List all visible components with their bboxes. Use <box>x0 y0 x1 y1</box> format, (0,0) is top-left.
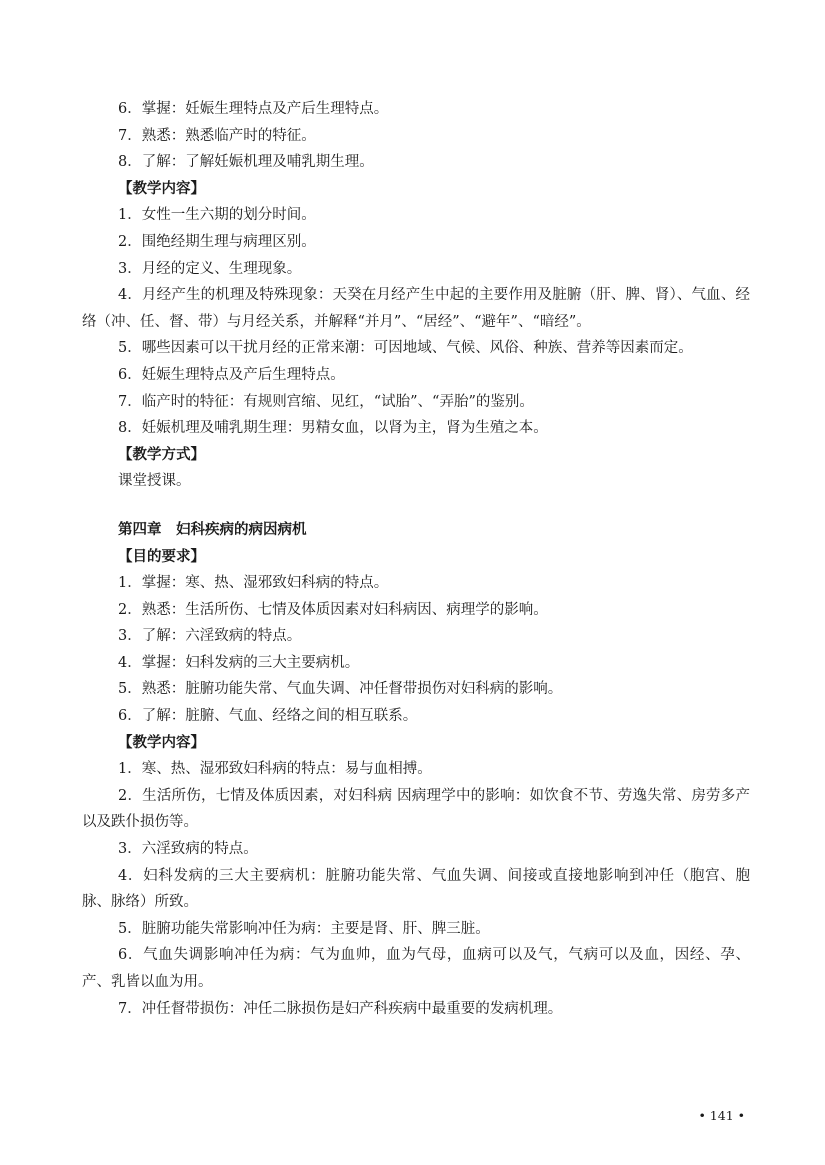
section-heading: 【目的要求】 <box>118 548 205 565</box>
paragraph: 6．气血失调影响冲任为病：气为血帅，血为气母，血病可以及气，气病可以及血，因经、孕、产、乳皆以血为用。 <box>82 947 750 990</box>
paragraph: 4．月经产生的机理及特殊现象：天癸在月经产生中起的主要作用及脏腑（肝、脾、肾）、气血、经络（冲、任、督、带）与月经关系，并解释“并月”、“居经”、“避年”、“暗经”。 <box>82 287 750 330</box>
text-line: 5．哪些因素可以干扰月经的正常来潮：可因地域、气候、风俗、种族、营养等因素而定。 <box>118 340 693 357</box>
paragraph: 2．生活所伤，七情及体质因素，对妇科病 因病理学中的影响：如饮食不节、劳逸失常、房劳多产以及跌仆损伤等。 <box>82 787 750 831</box>
text-line: 7．熟悉：熟悉临产时的特征。 <box>118 127 316 144</box>
text-line: 2．熟悉：生活所伤、七情及体质因素对妇科病因、病理学的影响。 <box>118 601 548 618</box>
text-line: 课堂授课。 <box>118 473 191 490</box>
page-number: • 141 • <box>698 1108 745 1123</box>
text-line: 7．临产时的特征：有规则宫缩、见红，“试胎”、“弄胎”的鉴别。 <box>118 393 534 410</box>
text-line: 1．寒、热、湿邪致妇科病的特点：易与血相搏。 <box>118 761 432 778</box>
text-line: 1．女性一生六期的划分时间。 <box>118 207 316 224</box>
text-line: 5．熟悉：脏腑功能失常、气血失调、冲任督带损伤对妇科病的影响。 <box>118 681 563 698</box>
text-line: 7．冲任督带损伤：冲任二脉损伤是妇产科疾病中最重要的发病机理。 <box>118 1000 563 1017</box>
text-line: 8．了解：了解妊娠机理及哺乳期生理。 <box>118 154 374 171</box>
text-line: 6．掌握：妊娠生理特点及产后生理特点。 <box>118 101 389 117</box>
text-line: 1．掌握：寒、热、湿邪致妇科病的特点。 <box>118 575 389 592</box>
section-gap <box>82 495 750 517</box>
text-line: 3．月经的定义、生理现象。 <box>118 260 302 277</box>
section-heading: 【教学内容】 <box>118 734 205 751</box>
paragraph: 4．妇科发病的三大主要病机：脏腑功能失常、气血失调、间接或直接地影响到冲任（胞宫、胞脉、脉络）所致。 <box>82 867 750 911</box>
text-line: 2．围绝经期生理与病理区别。 <box>118 233 316 250</box>
text-line: 6．了解：脏腑、气血、经络之间的相互联系。 <box>118 708 418 725</box>
section-heading: 第四章 妇科疾病的病因病机 <box>118 521 307 538</box>
text-line: 3．了解：六淫致病的特点。 <box>118 628 302 645</box>
text-line: 4．掌握：妇科发病的三大主要病机。 <box>118 654 360 671</box>
page-body <box>82 96 750 1022</box>
text-line: 6．妊娠生理特点及产后生理特点。 <box>118 366 345 383</box>
text-line: 3．六淫致病的特点。 <box>118 841 258 858</box>
section-heading: 【教学方式】 <box>118 446 205 463</box>
text-line: 8．妊娠机理及哺乳期生理：男精女血，以肾为主，肾为生殖之本。 <box>118 420 548 437</box>
section-heading: 【教学内容】 <box>118 180 205 197</box>
text-line: 5．脏腑功能失常影响冲任为病：主要是肾、肝、脾三脏。 <box>118 920 490 937</box>
